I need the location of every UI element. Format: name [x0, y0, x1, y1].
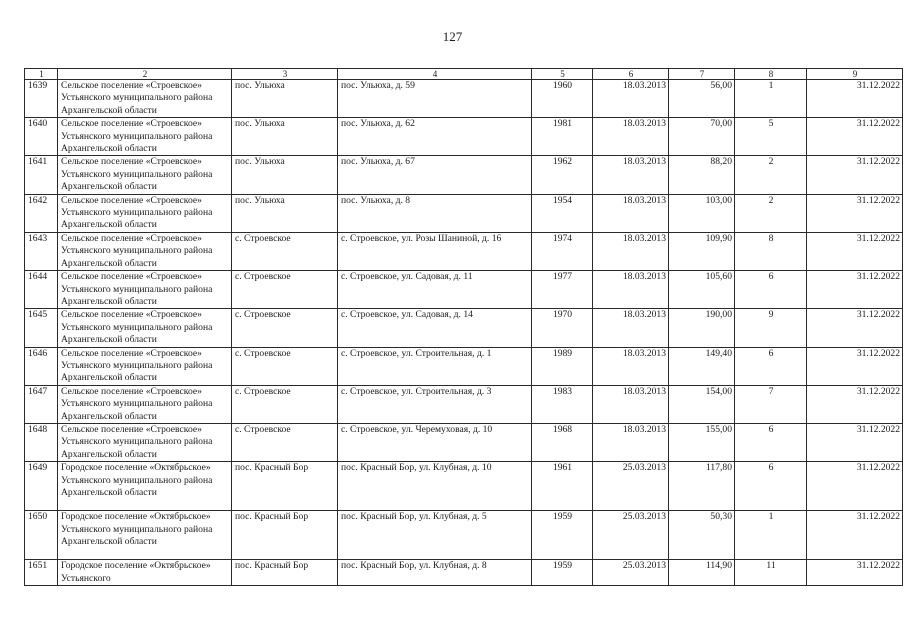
settlement-cell: пос. Ульюха — [232, 194, 338, 232]
area-cell: 50,30 — [669, 511, 735, 560]
year-cell: 1983 — [532, 385, 593, 423]
area-cell: 70,00 — [669, 118, 735, 156]
column-number-row — [25, 69, 903, 80]
row-number: 1640 — [25, 118, 58, 156]
area-cell: 105,60 — [669, 271, 735, 309]
address-cell: пос. Ульюха, д. 62 — [338, 118, 532, 156]
table-row — [25, 194, 903, 232]
term-cell: 31.12.2022 — [807, 271, 903, 309]
term-cell: 31.12.2022 — [807, 309, 903, 347]
page-number: 127 — [442, 29, 463, 44]
term-cell: 31.12.2022 — [807, 232, 903, 270]
date-cell: 18.03.2013 — [593, 232, 669, 270]
column-number: 5 — [532, 69, 593, 80]
address-cell: с. Строевское, ул. Черемуховая, д. 10 — [338, 423, 532, 461]
row-number: 1646 — [25, 347, 58, 385]
term-cell: 31.12.2022 — [807, 511, 903, 560]
settlement-cell: пос. Красный Бор — [232, 511, 338, 560]
year-cell: 1981 — [532, 118, 593, 156]
row-number: 1643 — [25, 232, 58, 270]
date-cell: 18.03.2013 — [593, 347, 669, 385]
year-cell: 1977 — [532, 271, 593, 309]
area-cell: 117,80 — [669, 462, 735, 511]
year-cell: 1961 — [532, 462, 593, 511]
year-cell: 1962 — [532, 156, 593, 194]
date-cell: 18.03.2013 — [593, 80, 669, 118]
owner-cell: Сельское поселение «Строевское» Устьянского муниципального района Архангельской области — [58, 194, 232, 232]
area-cell: 149,40 — [669, 347, 735, 385]
address-cell: пос. Красный Бор, ул. Клубная, д. 5 — [338, 511, 532, 560]
owner-cell: Сельское поселение «Строевское» Устьянского муниципального района Архангельской области — [58, 347, 232, 385]
year-cell: 1959 — [532, 560, 593, 586]
table-row — [25, 156, 903, 194]
column-number: 6 — [593, 69, 669, 80]
settlement-cell: с. Строевское — [232, 271, 338, 309]
address-cell: с. Строевское, ул. Строительная, д. 3 — [338, 385, 532, 423]
date-cell: 18.03.2013 — [593, 156, 669, 194]
table-row — [25, 347, 903, 385]
count-cell: 6 — [735, 347, 807, 385]
owner-cell: Сельское поселение «Строевское» Устьянского муниципального района Архангельской области — [58, 80, 232, 118]
settlement-cell: пос. Ульюха — [232, 156, 338, 194]
count-cell: 1 — [735, 511, 807, 560]
count-cell: 7 — [735, 385, 807, 423]
area-cell: 114,90 — [669, 560, 735, 586]
row-number: 1639 — [25, 80, 58, 118]
owner-cell: Городское поселение «Октябрьское» Устьянского муниципального района Архангельской области — [58, 462, 232, 511]
column-number: 9 — [807, 69, 903, 80]
owner-cell: Сельское поселение «Строевское» Устьянского муниципального района Архангельской области — [58, 271, 232, 309]
owner-cell: Сельское поселение «Строевское» Устьянского муниципального района Архангельской области — [58, 385, 232, 423]
address-cell: с. Строевское, ул. Розы Шаниной, д. 16 — [338, 232, 532, 270]
term-cell: 31.12.2022 — [807, 423, 903, 461]
row-number: 1649 — [25, 462, 58, 511]
year-cell: 1974 — [532, 232, 593, 270]
row-number: 1641 — [25, 156, 58, 194]
area-cell: 154,00 — [669, 385, 735, 423]
year-cell: 1959 — [532, 511, 593, 560]
settlement-cell: пос. Красный Бор — [232, 462, 338, 511]
table-row — [25, 423, 903, 461]
settlement-cell: с. Строевское — [232, 385, 338, 423]
area-cell: 103,00 — [669, 194, 735, 232]
address-cell: пос. Красный Бор, ул. Клубная, д. 8 — [338, 560, 532, 586]
count-cell: 6 — [735, 423, 807, 461]
settlement-cell: пос. Ульюха — [232, 118, 338, 156]
row-number: 1644 — [25, 271, 58, 309]
row-number: 1650 — [25, 511, 58, 560]
owner-cell: Сельское поселение «Строевское» Устьянского муниципального района Архангельской области — [58, 118, 232, 156]
settlement-cell: пос. Ульюха — [232, 80, 338, 118]
term-cell: 31.12.2022 — [807, 118, 903, 156]
table-row — [25, 309, 903, 347]
address-cell: с. Строевское, ул. Садовая, д. 14 — [338, 309, 532, 347]
year-cell: 1968 — [532, 423, 593, 461]
count-cell: 5 — [735, 118, 807, 156]
term-cell: 31.12.2022 — [807, 462, 903, 511]
count-cell: 2 — [735, 156, 807, 194]
year-cell: 1970 — [532, 309, 593, 347]
date-cell: 18.03.2013 — [593, 309, 669, 347]
address-cell: пос. Ульюха, д. 59 — [338, 80, 532, 118]
settlement-cell: с. Строевское — [232, 309, 338, 347]
address-cell: пос. Ульюха, д. 8 — [338, 194, 532, 232]
term-cell: 31.12.2022 — [807, 80, 903, 118]
area-cell: 88,20 — [669, 156, 735, 194]
year-cell: 1954 — [532, 194, 593, 232]
date-cell: 25.03.2013 — [593, 560, 669, 586]
count-cell: 8 — [735, 232, 807, 270]
settlement-cell: пос. Красный Бор — [232, 560, 338, 586]
column-number: 1 — [25, 69, 58, 80]
row-number: 1651 — [25, 560, 58, 586]
area-cell: 155,00 — [669, 423, 735, 461]
address-cell: с. Строевское, ул. Садовая, д. 11 — [338, 271, 532, 309]
year-cell: 1960 — [532, 80, 593, 118]
date-cell: 25.03.2013 — [593, 462, 669, 511]
row-number: 1645 — [25, 309, 58, 347]
owner-cell: Сельское поселение «Строевское» Устьянского муниципального района Архангельской области — [58, 309, 232, 347]
count-cell: 2 — [735, 194, 807, 232]
owner-cell: Городское поселение «Октябрьское» Устьянского — [58, 560, 232, 586]
date-cell: 18.03.2013 — [593, 423, 669, 461]
term-cell: 31.12.2022 — [807, 194, 903, 232]
table-row — [25, 271, 903, 309]
date-cell: 18.03.2013 — [593, 271, 669, 309]
date-cell: 25.03.2013 — [593, 511, 669, 560]
term-cell: 31.12.2022 — [807, 347, 903, 385]
year-cell: 1989 — [532, 347, 593, 385]
column-number: 7 — [669, 69, 735, 80]
table-row — [25, 511, 903, 560]
table-row — [25, 560, 903, 586]
date-cell: 18.03.2013 — [593, 385, 669, 423]
column-number: 8 — [735, 69, 807, 80]
date-cell: 18.03.2013 — [593, 118, 669, 156]
term-cell: 31.12.2022 — [807, 156, 903, 194]
count-cell: 11 — [735, 560, 807, 586]
table-row — [25, 385, 903, 423]
table-row — [25, 80, 903, 118]
owner-cell: Городское поселение «Октябрьское» Устьянского муниципального района Архангельской области — [58, 511, 232, 560]
column-number: 4 — [338, 69, 532, 80]
table-row — [25, 462, 903, 511]
column-number: 3 — [232, 69, 338, 80]
area-cell: 56,00 — [669, 80, 735, 118]
settlement-cell: с. Строевское — [232, 423, 338, 461]
count-cell: 1 — [735, 80, 807, 118]
owner-cell: Сельское поселение «Строевское» Устьянского муниципального района Архангельской области — [58, 232, 232, 270]
settlement-cell: с. Строевское — [232, 232, 338, 270]
column-number: 2 — [58, 69, 232, 80]
area-cell: 109,90 — [669, 232, 735, 270]
address-cell: пос. Красный Бор, ул. Клубная, д. 10 — [338, 462, 532, 511]
count-cell: 9 — [735, 309, 807, 347]
table-row — [25, 118, 903, 156]
address-cell: с. Строевское, ул. Строительная, д. 1 — [338, 347, 532, 385]
owner-cell: Сельское поселение «Строевское» Устьянского муниципального района Архангельской области — [58, 156, 232, 194]
housing-register-table — [24, 68, 903, 586]
row-number: 1648 — [25, 423, 58, 461]
settlement-cell: с. Строевское — [232, 347, 338, 385]
owner-cell: Сельское поселение «Строевское» Устьянского муниципального района Архангельской области — [58, 423, 232, 461]
count-cell: 6 — [735, 271, 807, 309]
address-cell: пос. Ульюха, д. 67 — [338, 156, 532, 194]
row-number: 1647 — [25, 385, 58, 423]
term-cell: 31.12.2022 — [807, 560, 903, 586]
row-number: 1642 — [25, 194, 58, 232]
count-cell: 6 — [735, 462, 807, 511]
date-cell: 18.03.2013 — [593, 194, 669, 232]
term-cell: 31.12.2022 — [807, 385, 903, 423]
table-row — [25, 232, 903, 270]
area-cell: 190,00 — [669, 309, 735, 347]
